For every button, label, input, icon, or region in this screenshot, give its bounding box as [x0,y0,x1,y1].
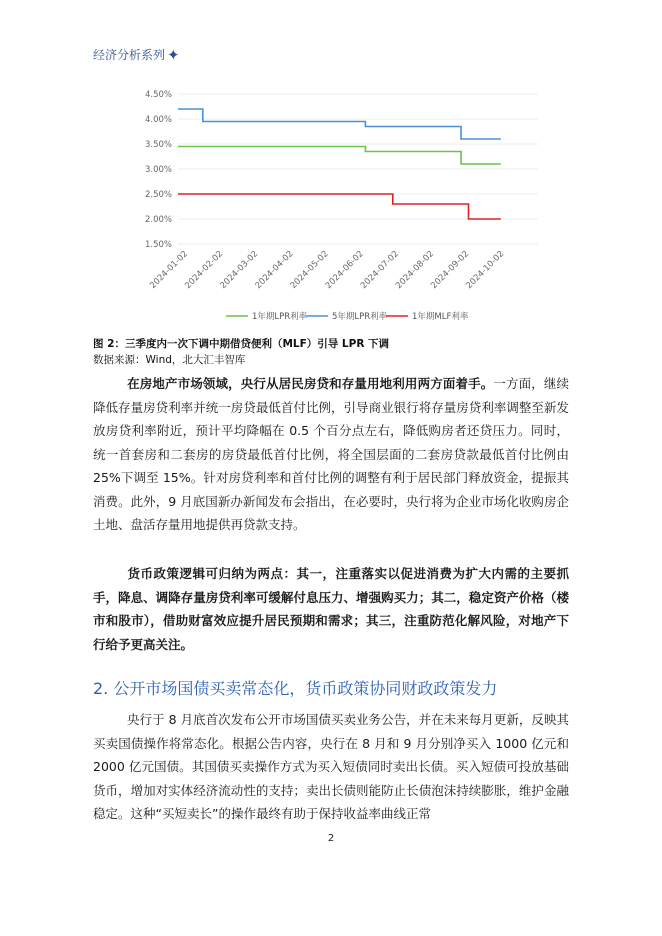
paragraph-policy-logic-text: 货币政策逻辑可归纳为两点：其一，注重落实以促进消费为扩大内需的主要抓手，降息、调降存量房贷利率可缓解付息压力、增强购买力；其二，稳定资产价格（楼市和股市），借助财富效应提升居民预期和需求；其三，注重防范化解风险，对地产下行给予更高关注。 [93,566,569,652]
page-number: 2 [327,833,335,844]
paragraph-treasury-trading [93,708,569,826]
x-tick-label: 2024-09-02 [429,249,472,292]
figure-source: 数据来源：Wind，北大汇丰智库 [93,354,246,366]
y-tick-label: 4.00% [144,115,172,125]
y-tick-label: 2.00% [144,215,172,225]
y-tick-label: 1.50% [144,240,172,250]
y-tick-label: 3.00% [144,165,172,175]
star-icon: ✦ [167,45,180,64]
x-tick-label: 2024-07-02 [358,249,401,292]
x-tick-label: 2024-02-02 [183,249,226,292]
x-tick-label: 2024-06-02 [323,249,366,292]
paragraph-treasury-trading-text: 央行于 8 月底首次发布公开市场国债买卖业务公告，并在未来每月更新，反映其买卖国债操作将常态化。根据公告内容，央行在 8 月和 9 月分别净买入 1000 亿元和 2000 亿元国债。其国债买卖操作方式为买入短债同时卖出长债。买入短债可投放基础货币，增加对实体经济流动性的支持；卖出长债则能防止长债泡沫持续膨胀，维护金融稳定。这种“买短卖长”的操作最终有助于保持收益率曲线正常 [93,712,569,821]
paragraph-real-estate-lead: 在房地产市场领域，央行从居民房贷和存量用地利用两方面着手。 [127,376,494,391]
legend-label: 5年期LPR利率 [332,312,388,322]
series-title: 经济分析系列 [93,48,166,62]
series-line-1 [178,147,501,165]
legend-label: 1年期LPR利率 [252,312,308,322]
legend-label: 1年期MLF利率 [412,312,469,322]
paragraph-real-estate-body: 一方面，继续降低存量房贷利率并统一房贷最低首付比例，引导商业银行将存量房贷利率调整至新发放房贷利率附近，预计平均降幅在 0.5 个百分点左右，降低购房者还贷压力。同时，统一首套房和二套房的房贷最低首付比例，将全国层面的二套房贷款最低首付比例由 25%下调至 15%。针对房贷利率和首付比例的调整有利于居民部门释放资金，提振其消费。此外，9 月底国新办新闻发布会指出，在必要时，央行将为企业市场化收购房企土地、盘活存量用地提供再贷款支持。 [93,376,569,532]
chart-legend [226,311,469,322]
y-tick-label: 3.50% [144,140,172,150]
y-tick-label: 4.50% [144,90,172,100]
y-tick-label: 2.50% [144,190,172,200]
x-tick-label: 2024-01-02 [148,249,191,292]
chart-gridlines [178,94,538,244]
x-tick-label: 2024-05-02 [288,249,331,292]
chart-series-lines [178,109,501,219]
document-header [93,46,180,63]
x-axis-ticks [148,249,506,291]
figure-caption: 图 2：三季度内一次下调中期借贷便利（MLF）引导 LPR 下调 [93,338,390,350]
x-tick-label: 2024-03-02 [218,249,261,292]
series-line-2 [178,109,501,139]
series-line-3 [178,194,501,219]
paragraph-real-estate [93,372,569,537]
x-tick-label: 2024-04-02 [253,249,296,292]
lpr-mlf-line-chart [130,80,550,326]
y-axis-ticks [145,90,172,250]
section-heading-2: 2. 公开市场国债买卖常态化，货币政策协同财政政策发力 [93,679,498,698]
x-tick-label: 2024-08-02 [394,249,437,292]
x-tick-label: 2024-10-02 [464,249,507,292]
paragraph-policy-logic [93,562,569,656]
